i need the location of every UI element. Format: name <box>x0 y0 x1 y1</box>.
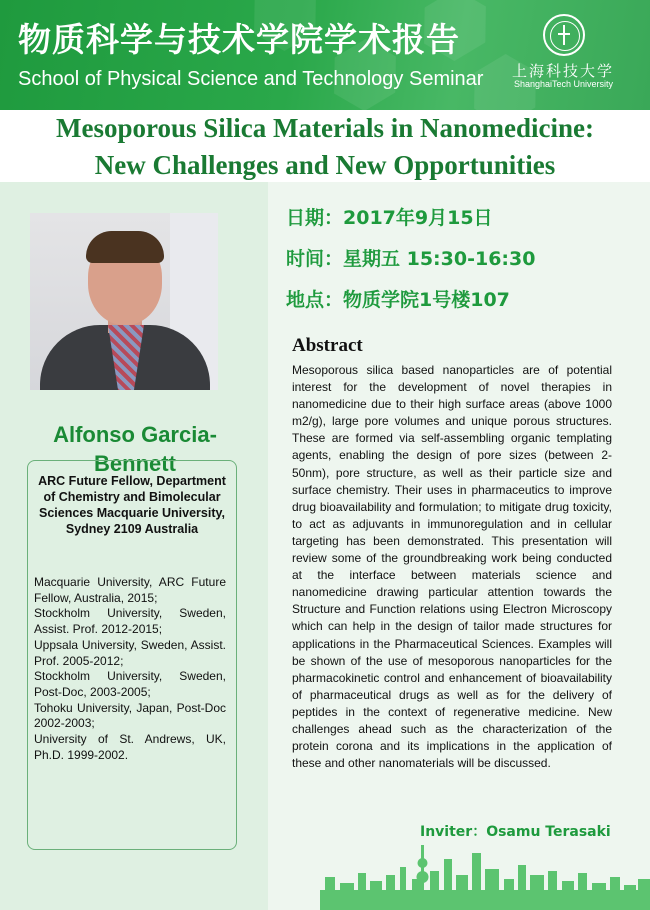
event-date: 日期：2017年9月15日 <box>286 207 493 229</box>
history-item: Stockholm University, Sweden, Post-Doc, 2003-2005; <box>34 669 226 699</box>
speaker-photo <box>30 213 218 390</box>
abstract-body: Mesoporous silica based nanoparticles are of potential interest for the development of novel therapies in nanomedicine due to their high surface areas (above 1000 m2/g), large pore volumes and unique porous structures. These are formed via self-assembling organic templating agents, enabling the design of pore sizes (between 2-50nm), pore structure, as well as their particle size and surface chemistry. Their uses in pharmaceutics to improve drug bioavailability and formulation; to mitigate drug toxicity, to act as adjuvants in immunoregulation and in cellular targeting has been demonstrated. This presentation will review some of the groundbreaking work being conducted at the interface between materials science and nanomedicine drawing particular attention towards the Structure and Function relations using Electron Microscopy which can help in the design of tailor made structures for applications in the Pharmaceutical Sciences. Examples will be shown of the use of mesoporous nanoparticles for the pharmacokinetic control and enhancement of bioavailability of pharmaceutical drugs as well as for the delivery of peptides in the context of regenerative medicine. New challenges ahead such as the characterization of the protein corona and its implications in the application of these and other nanomaterials will be discussed. <box>292 363 612 771</box>
city-skyline-decoration <box>0 845 650 910</box>
talk-title-line1: Mesoporous Silica Materials in Nanomedicine: <box>56 113 594 143</box>
event-location: 地点：物质学院1号楼107 <box>286 289 510 311</box>
speaker-affiliation: ARC Future Fellow, Department of Chemistry and Bimolecular Sciences Macquarie University, Sydney 2109 Australia <box>38 474 226 536</box>
speaker-name: Alfonso Garcia-Bennett <box>53 422 217 476</box>
history-item: Tohoku University, Japan, Post-Doc 2002-2003; <box>34 700 226 731</box>
speaker-history <box>34 575 226 763</box>
abstract-heading: Abstract <box>292 335 363 356</box>
history-item: Uppsala University, Sweden, Assist. Prof. 2005-2012; <box>34 637 226 668</box>
history-item: Stockholm University, Sweden, Assist. Prof. 2012-2015; <box>34 606 226 637</box>
talk-title <box>0 110 650 184</box>
history-item: University of St. Andrews, UK, Ph.D. 1999-2002. <box>34 732 226 762</box>
event-time: 时间：星期五 15:30-16:30 <box>286 248 536 270</box>
talk-title-line2: New Challenges and New Opportunities <box>94 150 556 180</box>
university-seal-icon <box>543 14 585 56</box>
university-name-cn: 上海科技大学 <box>512 62 615 80</box>
inviter: Inviter：Osamu Terasaki <box>420 824 611 840</box>
university-name-en: ShanghaiTech University <box>514 79 614 89</box>
header-title-cn: 物质科学与技术学院学术报告 <box>18 20 460 59</box>
header-title-en: School of Physical Science and Technology Seminar <box>18 68 484 90</box>
history-item: Macquarie University, ARC Future Fellow, Australia, 2015; <box>34 575 226 605</box>
